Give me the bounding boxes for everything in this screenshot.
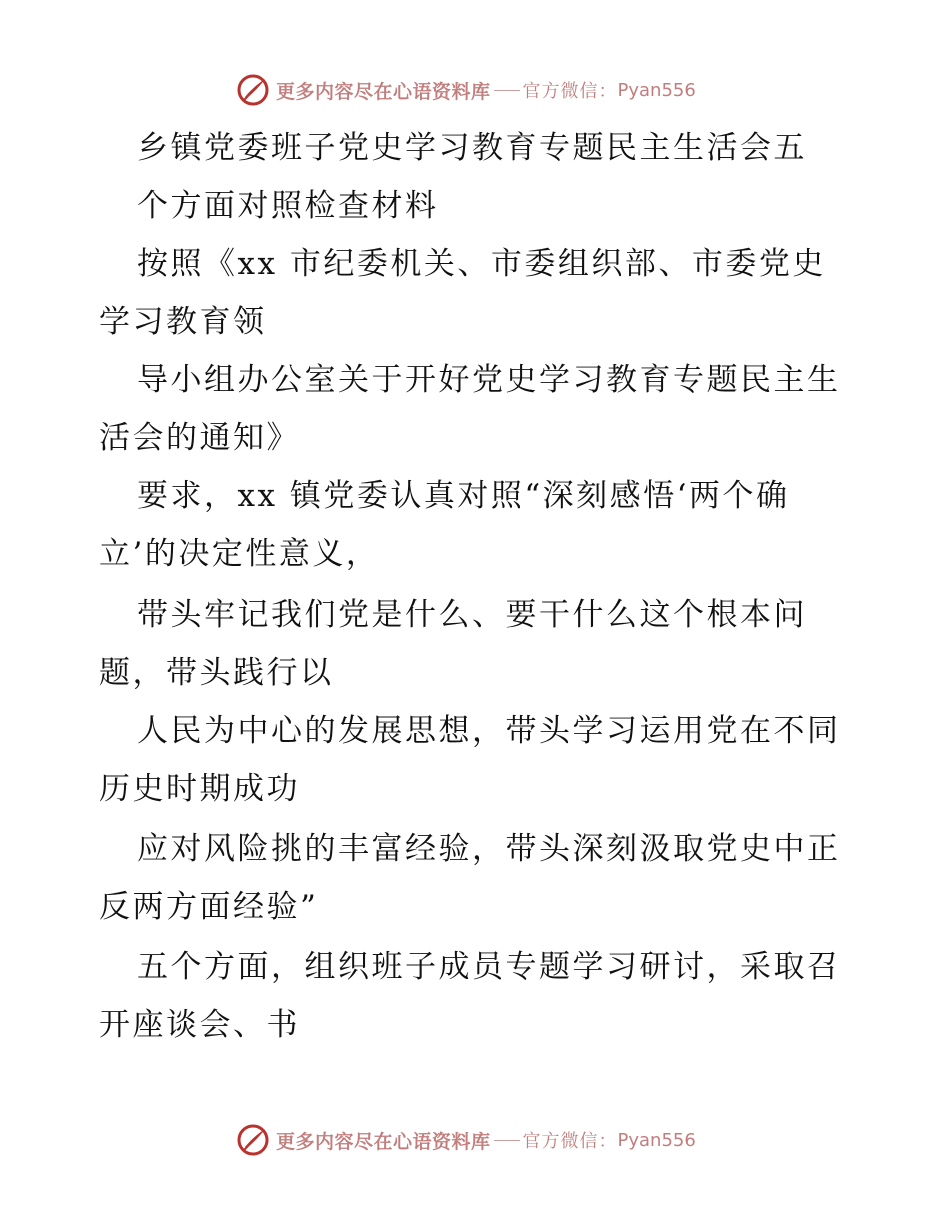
watermark-separator	[494, 90, 520, 91]
watermark-banner-bottom	[236, 1122, 696, 1158]
watermark-label: 官方微信：	[522, 1131, 618, 1152]
feather-pen-logo-icon	[236, 73, 270, 107]
paragraph-line: 个方面对照检查材料	[137, 188, 439, 224]
watermark-main-text: 更多内容尽在心语资料库	[276, 80, 491, 103]
paragraph-line: 导小组办公室关于开好党史学习教育专题民主生	[137, 362, 841, 398]
paragraph-line: 活会的通知》	[99, 420, 300, 456]
paragraph-line: 立’的决定性意义，	[99, 536, 380, 572]
paragraph-line: 应对风险挑的丰富经验，带头深刻汲取党史中正	[137, 831, 841, 867]
paragraph-line: 乡镇党委班子党史学习教育专题民主生活会五	[137, 130, 807, 166]
watermark-main-text: 更多内容尽在心语资料库	[276, 1130, 491, 1153]
watermark-id: Pyan556	[617, 1129, 696, 1151]
paragraph-line: 人民为中心的发展思想，带头学习运用党在不同	[137, 713, 841, 749]
paragraph-line: 要求，xx 镇党委认真对照“深刻感悟‘两个确	[137, 478, 790, 514]
paragraph-line: 学习教育领	[99, 304, 267, 340]
paragraph-line: 反两方面经验”	[99, 889, 319, 925]
paragraph-line: 历史时期成功	[99, 771, 300, 807]
paragraph-line: 题，带头践行以	[99, 655, 334, 691]
feather-pen-logo-icon	[236, 1123, 270, 1157]
watermark-id: Pyan556	[617, 79, 696, 101]
watermark-separator	[494, 1140, 520, 1141]
paragraph-line: 按照《xx 市纪委机关、市委组织部、市委党史	[137, 246, 826, 282]
paragraph-line: 开座谈会、书	[99, 1007, 300, 1043]
paragraph-line: 五个方面，组织班子成员专题学习研讨，采取召	[137, 949, 841, 985]
watermark-label: 官方微信：	[522, 81, 618, 102]
watermark-banner-top	[236, 72, 696, 108]
paragraph-line: 带头牢记我们党是什么、要干什么这个根本问	[137, 597, 807, 633]
